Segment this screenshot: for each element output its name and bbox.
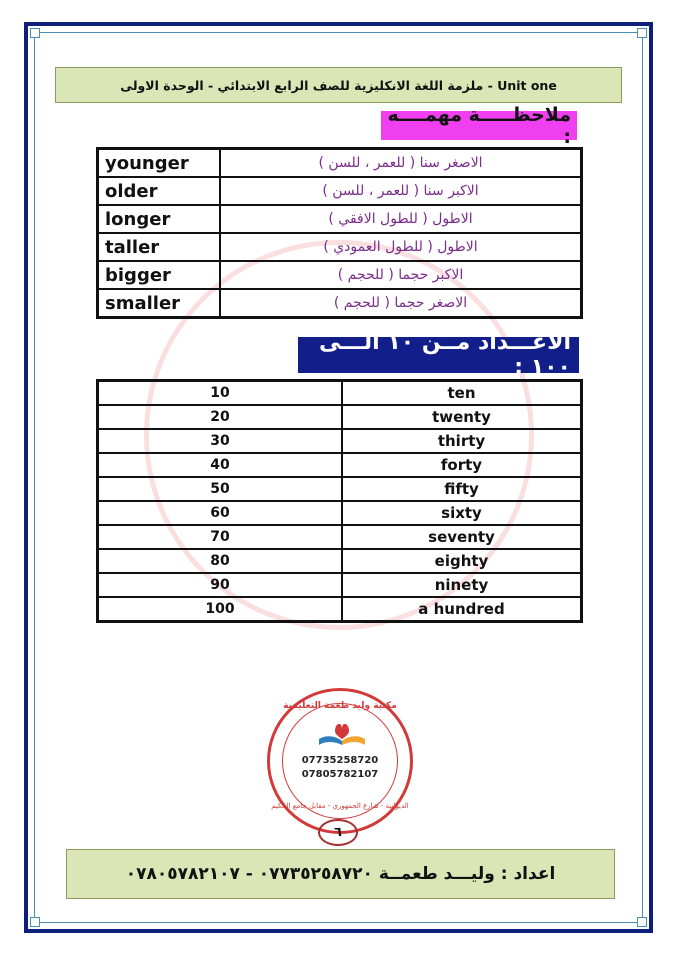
frame-corner bbox=[637, 917, 647, 927]
number-word: thirty bbox=[342, 429, 582, 453]
stamp-library-name: مكتبة وليد طعمة التعليمية bbox=[283, 701, 397, 711]
arabic-meaning: الاطول ( للطول العمودي ) bbox=[220, 233, 582, 261]
comparatives-table bbox=[96, 147, 583, 319]
page-footer bbox=[66, 849, 615, 899]
numbers-heading bbox=[298, 330, 579, 380]
table-row bbox=[98, 233, 582, 261]
arabic-meaning: الاصغر حجما ( للحجم ) bbox=[220, 289, 582, 318]
note-label: ملاحظـــــة مهمــــه : bbox=[387, 103, 571, 148]
english-word: longer bbox=[98, 205, 221, 233]
number-word: twenty bbox=[342, 405, 582, 429]
library-stamp bbox=[267, 688, 413, 834]
table-row bbox=[98, 453, 582, 477]
stamp-phone-2: 07805782107 bbox=[301, 769, 379, 780]
table-row bbox=[98, 549, 582, 573]
number-digits: 60 bbox=[98, 501, 343, 525]
note-heading bbox=[381, 103, 577, 148]
number-word: forty bbox=[342, 453, 582, 477]
table-row bbox=[98, 177, 582, 205]
page-number: ٦ bbox=[318, 819, 358, 846]
number-digits: 40 bbox=[98, 453, 343, 477]
table-row bbox=[98, 289, 582, 318]
arabic-meaning: الاطول ( للطول الافقي ) bbox=[220, 205, 582, 233]
table-row bbox=[98, 525, 582, 549]
table-row bbox=[98, 477, 582, 501]
number-digits: 100 bbox=[98, 597, 343, 622]
number-word: ninety bbox=[342, 573, 582, 597]
stamp-phone-1: 07735258720 bbox=[301, 755, 379, 766]
number-digits: 70 bbox=[98, 525, 343, 549]
frame-corner bbox=[637, 28, 647, 38]
stamp-address: الديوانية - شارع الجمهوري - مقابل جامع الحكيم bbox=[271, 802, 409, 810]
page-header bbox=[55, 67, 622, 103]
english-word: taller bbox=[98, 233, 221, 261]
number-digits: 20 bbox=[98, 405, 343, 429]
header-title: Unit one - ملزمة اللغة الانكليزية للصف الرابع الابتدائي - الوحدة الاولى bbox=[120, 77, 557, 93]
arabic-meaning: الاصغر سنا ( للعمر ، للسن ) bbox=[220, 149, 582, 178]
table-row bbox=[98, 205, 582, 233]
number-digits: 90 bbox=[98, 573, 343, 597]
table-row bbox=[98, 429, 582, 453]
table-row bbox=[98, 405, 582, 429]
number-word: ten bbox=[342, 381, 582, 406]
frame-corner bbox=[30, 917, 40, 927]
english-word: older bbox=[98, 177, 221, 205]
table-row bbox=[98, 597, 582, 622]
arabic-meaning: الاكبر سنا ( للعمر ، للسن ) bbox=[220, 177, 582, 205]
number-word: fifty bbox=[342, 477, 582, 501]
number-word: sixty bbox=[342, 501, 582, 525]
number-digits: 80 bbox=[98, 549, 343, 573]
numbers-heading-label: الاعـــداد مــن ١٠ الـــى ١٠٠ : bbox=[319, 330, 571, 380]
table-row bbox=[98, 573, 582, 597]
table-row bbox=[98, 149, 582, 178]
english-word: smaller bbox=[98, 289, 221, 318]
arabic-meaning: الاكبر حجما ( للحجم ) bbox=[220, 261, 582, 289]
book-logo-icon bbox=[315, 717, 369, 747]
numbers-table bbox=[96, 379, 583, 623]
table-row bbox=[98, 261, 582, 289]
footer-text: اعداد : وليـــد طعمــة ٠٧٧٣٥٢٥٨٧٢٠ - ٠٧٨٠٥٧٨٢١٠٧ bbox=[125, 864, 556, 884]
english-word: bigger bbox=[98, 261, 221, 289]
number-digits: 30 bbox=[98, 429, 343, 453]
frame-corner bbox=[30, 28, 40, 38]
number-digits: 10 bbox=[98, 381, 343, 406]
number-word: eighty bbox=[342, 549, 582, 573]
number-word: a hundred bbox=[342, 597, 582, 622]
table-row bbox=[98, 501, 582, 525]
number-word: seventy bbox=[342, 525, 582, 549]
number-digits: 50 bbox=[98, 477, 343, 501]
table-row bbox=[98, 381, 582, 406]
english-word: younger bbox=[98, 149, 221, 178]
